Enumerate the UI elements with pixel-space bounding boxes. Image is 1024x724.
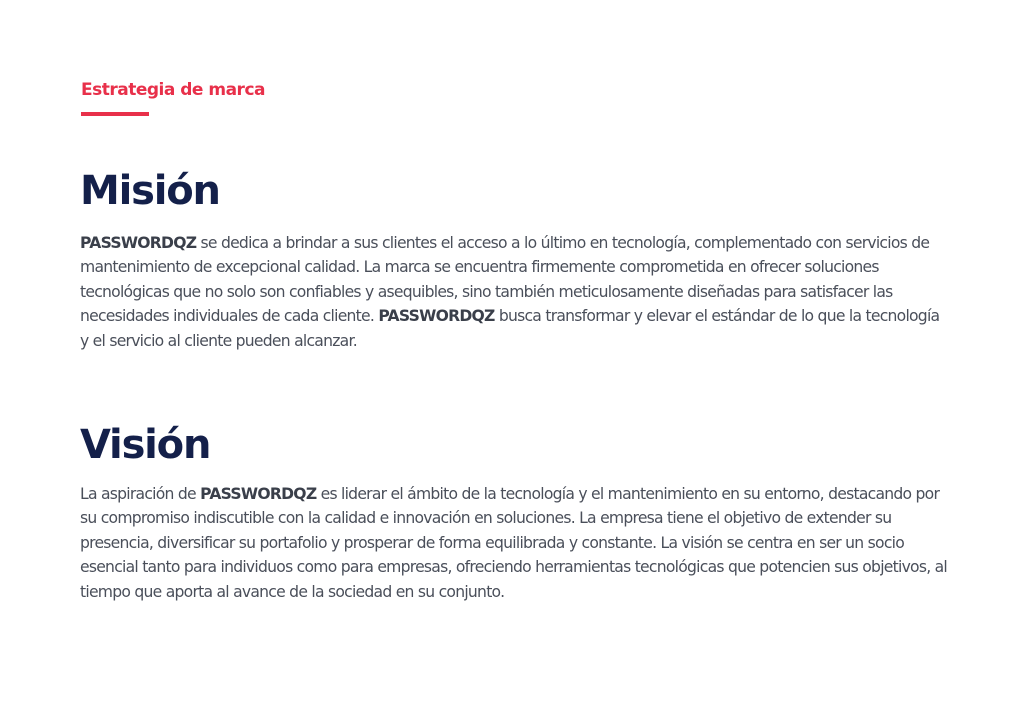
section-label-underline <box>81 112 149 116</box>
mision-text-part: busca transformar y elevar el estándar de lo que la tecnología y el servicio al cliente pueden alcanzar. <box>80 307 940 350</box>
vision-text-part: es liderar el ámbito de la tecnología y el mantenimiento en su entorno, destacando por su compromiso indiscutible con la calidad e innovación en soluciones. La empresa tiene el objetivo de extender su presencia, diversificar su portafolio y prosperar de forma equilibrada y constante. La visión se centra en ser un socio esencial tanto para individuos como para empresas, ofreciendo herramientas tecnológicas que potencien sus objetivos, al tiempo que aporta al avance de la sociedad en su conjunto. <box>80 485 948 601</box>
vision-heading: Visión <box>80 422 211 468</box>
section-label: Estrategia de marca <box>81 80 265 100</box>
vision-text-part: La aspiración de <box>80 485 201 503</box>
vision-paragraph <box>80 482 950 604</box>
mision-heading: Misión <box>80 168 220 214</box>
mision-paragraph <box>80 231 950 353</box>
mision-text-part: se dedica a brindar a sus clientes el acceso a lo último en tecnología, complementado con servicios de mantenimiento de excepcional calidad. La marca se encuentra firmemente comprometida en ofrecer soluciones tecnológicas que no solo son confiables y asequibles, sino también meticulosamente diseñadas para satisfacer las necesidades individuales de cada cliente. <box>80 234 930 326</box>
brand-name: PASSWORDQZ <box>378 307 495 326</box>
brand-name: PASSWORDQZ <box>200 485 317 503</box>
brand-name: PASSWORDQZ <box>80 234 197 252</box>
